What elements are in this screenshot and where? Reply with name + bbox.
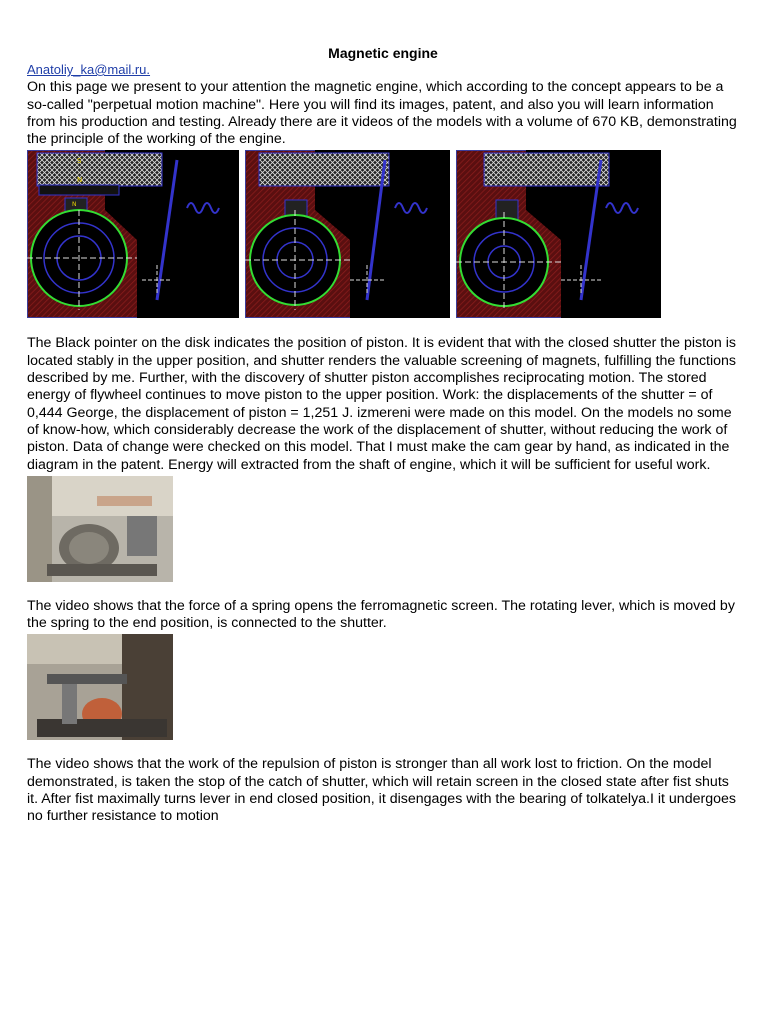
engine-diagram-3	[456, 150, 661, 318]
intro-paragraph: On this page we present to your attention the magnetic engine, which according to the concept appears to be a so-called "perpetual motion machine". Here you will find its images, patent, and also you will learn information from his production and testing. Already there are it videos of the models with a volume of 670 KB, demonstrating the principle of the working of the engine.	[27, 79, 737, 148]
video-thumbnail-2[interactable]	[27, 634, 173, 740]
page-title: Magnetic engine	[328, 45, 438, 61]
video-thumbnail-1[interactable]	[27, 476, 173, 582]
engine-diagram-2	[245, 150, 450, 318]
document-body	[27, 44, 739, 826]
video-description-2: The video shows that the work of the repulsion of piston is stronger than all work lost to friction. On the model demonstrated, is taken the stop of the catch of shutter, which will retain screen in the closed state after fist shuts it. After fist maximally turns lever in end closed position, it disengages with the bearing of tolkatelya.I it undergoes no further resistance to motion	[27, 756, 736, 825]
video-description-1: The video shows that the force of a spring opens the ferromagnetic screen. The rotating lever, which is moved by the spring to the end position, is connected to the shutter.	[27, 597, 735, 632]
magnet-label: S	[77, 157, 82, 166]
engine-diagram-1	[27, 150, 239, 318]
magnet-label: N	[72, 201, 77, 209]
engine-diagrams	[27, 150, 739, 318]
magnet-label: N	[77, 176, 83, 185]
description-paragraph: The Black pointer on the disk indicates the position of piston. It is evident that with the closed shutter the piston is located stably in the upper position, and shutter renders the valuable screening of magnets, fulfilling the functions described by me. Further, with the discovery of shutter piston accomplishes reciprocating motion. The stored energy of flywheel continues to move piston to the upper position. Work: the displacements of the shutter = of 0,444 George, the displacement of piston = 1,251 J. izmereni were made on this model. On the models no some of know-how, which considerably decrease the work of the displacement of shutter, without reducing the work of piston. Data of change were checked on this model. That I must make the cam gear by hand, as indicated in the diagram in the patent. Energy will extracted from the shaft of engine, which it will be sufficient for useful work.	[27, 335, 737, 473]
email-link[interactable]: Anatoliy_ka@mail.ru.	[27, 62, 151, 77]
